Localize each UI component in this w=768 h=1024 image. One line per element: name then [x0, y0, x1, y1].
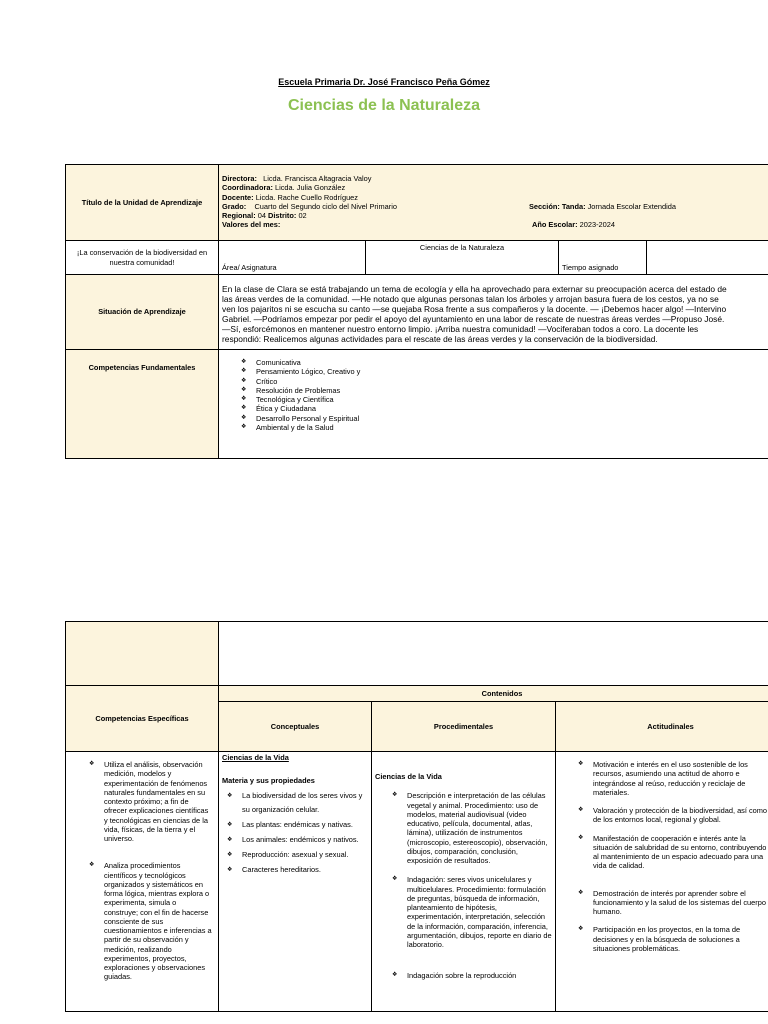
- seccion-group: [529, 202, 676, 211]
- actitudinales-cell: [556, 752, 768, 1012]
- col-procedimentales: Procedimentales: [372, 702, 556, 752]
- procedimentales-heading: Ciencias de la Vida: [375, 772, 442, 781]
- seccion-label: Sección: Tanda:: [529, 201, 586, 211]
- list-item: ❖ Reproducción: asexual y sexual.: [242, 848, 368, 863]
- list-item: ❖ Tecnológica y Científica: [256, 395, 768, 404]
- list-item: ❖ La biodiversidad de los seres vivos y su organización celular.: [242, 789, 368, 819]
- situacion-line: Gabriel. —Podríamos empezar por pedir el apoyo del ayuntamiento en una labor de rescate de nuestras áreas verdes —Propuso José.: [222, 314, 725, 325]
- especificas-cell: [66, 752, 219, 1012]
- list-item: ❖ Descripción e interpretación de las células vegetal y animal. Procedimiento: uso de modelos, material audiovisual (video educativo, película, documental, atlas, lámina), utilización de instrumentos (microscopio, estereoscopio), observación, dibujos, comparación, conclusión, exposición de resultados.: [407, 791, 552, 865]
- situacion-line: —Sí, esforcémonos en mantener nuestro entorno limpio. ¡Arriba nuestra comunidad! —Vociferaban todos a coro. La docente les: [222, 324, 699, 335]
- procedimentales-cell: [372, 752, 556, 1012]
- list-item: ❖ Analiza procedimientos científicos y tecnológicos organizados y sistemáticos en forma lógica, mientras explora o experimenta, simula o construye; con el fin de hacerse consciente de sus cuestionamientos e inferencias a partir de su observación y medición, realizando experimentos, proyectos, exploraciones y observaciones guiadas.: [104, 861, 212, 981]
- contenidos-table: [65, 621, 768, 1012]
- list-item: ❖ Participación en los proyectos, en la toma de decisiones y en la búsqueda de soluciones a situaciones problemáticas.: [593, 925, 768, 953]
- list-item: ❖ Valoración y protección de la biodiversidad, así como de los entornos local, regional y global.: [593, 806, 768, 825]
- situacion-text: [219, 275, 768, 350]
- tiempo-label: Tiempo asignado: [559, 241, 647, 275]
- list-item: ❖ Desarrollo Personal y Espiritual: [256, 414, 768, 423]
- competencias-fundamentales-list: [219, 350, 768, 459]
- competencias-fundamentales-label: Competencias Fundamentales: [66, 350, 219, 459]
- list-item: ❖ Demostración de interés por aprender sobre el funcionamiento y la salud de los sistemas del cuerpo humano.: [593, 889, 768, 917]
- list-item: ❖ Motivación e interés en el uso sostenible de los recursos, asumiendo una actitud de ahorro e integrándose al reúso, reducción y reciclaje de materiales.: [593, 760, 768, 797]
- subject-title: Ciencias de la Naturaleza: [287, 97, 481, 114]
- area-value: Ciencias de la Naturaleza: [366, 241, 559, 275]
- school-name: Escuela Primaria Dr. José Francisco Peña Gómez: [278, 77, 490, 87]
- list-item: ❖ Manifestación de cooperación e interés ante la situación de salubridad de su entorno, contribuyendo al mantenimiento de un espacio adecuado para una vida de calidad.: [593, 834, 768, 871]
- list-item: ❖ Resolución de Problemas: [256, 386, 768, 395]
- contenidos-label: Contenidos: [219, 686, 768, 702]
- coordinadora-label: Coordinadora:: [222, 183, 273, 193]
- situacion-line: En la clase de Clara se está trabajando un tema de ecología y ella ha aprovechado para externar su preocupación acerca del estado de: [222, 284, 727, 294]
- list-item: ❖ Indagación: seres vivos unicelulares y multicelulares. Procedimiento: formulación de preguntas, búsqueda de información, planteamiento de hipótesis, experimentación, interpretación, selección de la información, comparación, inferencia, argumentación, dibujos, reporte en diario de laboratorio.: [407, 875, 552, 949]
- situacion-line: las áreas verdes de la comunidad. —He notado que algunas personas talan los árboles y arrojan basura fuera de los cestos, ya no se: [222, 294, 719, 305]
- list-item: ❖ Pensamiento Lógico, Creativo y: [256, 367, 768, 376]
- list-item: ❖ Crítico: [256, 377, 768, 386]
- conceptuales-subheading: Materia y sus propiedades: [222, 776, 315, 786]
- grado-label: Grado:: [222, 201, 247, 211]
- blank-cell: [219, 622, 768, 686]
- list-item: ❖ Ética y Ciudadana: [256, 404, 768, 413]
- anio-group: [532, 220, 615, 229]
- directora-value: Licda. Francisca Altagracia Valoy: [263, 174, 372, 183]
- anio-value: 2023-2024: [579, 220, 615, 230]
- regional-value: 04: [257, 211, 266, 220]
- list-item: ❖ Ambiental y de la Salud: [256, 423, 768, 432]
- directora-line: [222, 174, 768, 183]
- valores-label: Valores del mes:: [222, 220, 281, 230]
- situacion-label: Situación de Aprendizaje: [66, 275, 219, 350]
- area-label: Área/ Asignatura: [219, 241, 366, 275]
- list-item: ❖ Caracteres hereditarios.: [242, 863, 368, 878]
- unit-title-value: ¡La conservación de la biodiversidad en nuestra comunidad!: [66, 241, 219, 275]
- col-actitudinales: Actitudinales: [556, 702, 768, 752]
- list-item: ❖ Los animales: endémicos y nativos.: [242, 833, 368, 848]
- docente-value: Licda. Rache Cuello Rodríguez: [255, 192, 358, 202]
- competencias-especificas-label: Competencias Específicas: [66, 686, 219, 752]
- tiempo-value: [647, 241, 768, 275]
- distrito-value: 02: [298, 211, 307, 220]
- conceptuales-cell: [219, 752, 372, 1012]
- list-item: ❖ Indagación sobre la reproducción: [407, 971, 552, 980]
- coordinadora-line: [222, 183, 768, 192]
- col-conceptuales: Conceptuales: [219, 702, 372, 752]
- list-item: ❖ Comunicativa: [256, 358, 768, 367]
- list-item: ❖ Las plantas: endémicas y nativas.: [242, 818, 368, 833]
- list-item: ❖ Utiliza el análisis, observación medición, modelos y experimentación de fenómenos naturales fundamentales en su contexto próximo; a fin de ofrecer explicaciones científicas y tecnológicas en ciencias de la vida, físicas, de la tierra y el universo.: [104, 760, 212, 843]
- unit-title-label: Título de la Unidad de Aprendizaje: [66, 165, 219, 241]
- grado-line: [222, 202, 768, 211]
- situacion-line: respondió: Realicemos algunas actividades para el rescate de las áreas verdes y la conservación de la biodiversidad.: [222, 334, 658, 345]
- distrito-label: Distrito:: [268, 211, 297, 220]
- valores-line: [222, 220, 768, 229]
- conceptuales-heading: Ciencias de la Vida: [222, 753, 289, 762]
- regional-label: Regional:: [222, 211, 256, 220]
- unit-table: [65, 164, 768, 459]
- unit-info-cell: [219, 165, 768, 241]
- docente-line: [222, 193, 768, 202]
- grado-value: Cuarto del Segundo ciclo del Nivel Primario: [254, 201, 397, 211]
- regional-line: [222, 211, 768, 220]
- situacion-line: ven los pajaritos ni se escucha su canto —se quejaba Rosa frente a sus compañeros y la docente. — ¡Debemos hacer algo! —Intervino: [222, 304, 727, 315]
- directora-label: Directora:: [222, 174, 257, 183]
- seccion-value: Jornada Escolar Extendida: [587, 201, 676, 211]
- blank-cell: [66, 622, 219, 686]
- coordinadora-value: Licda. Julia González: [274, 183, 346, 193]
- anio-label: Año Escolar:: [532, 220, 578, 230]
- docente-label: Docente:: [222, 192, 254, 202]
